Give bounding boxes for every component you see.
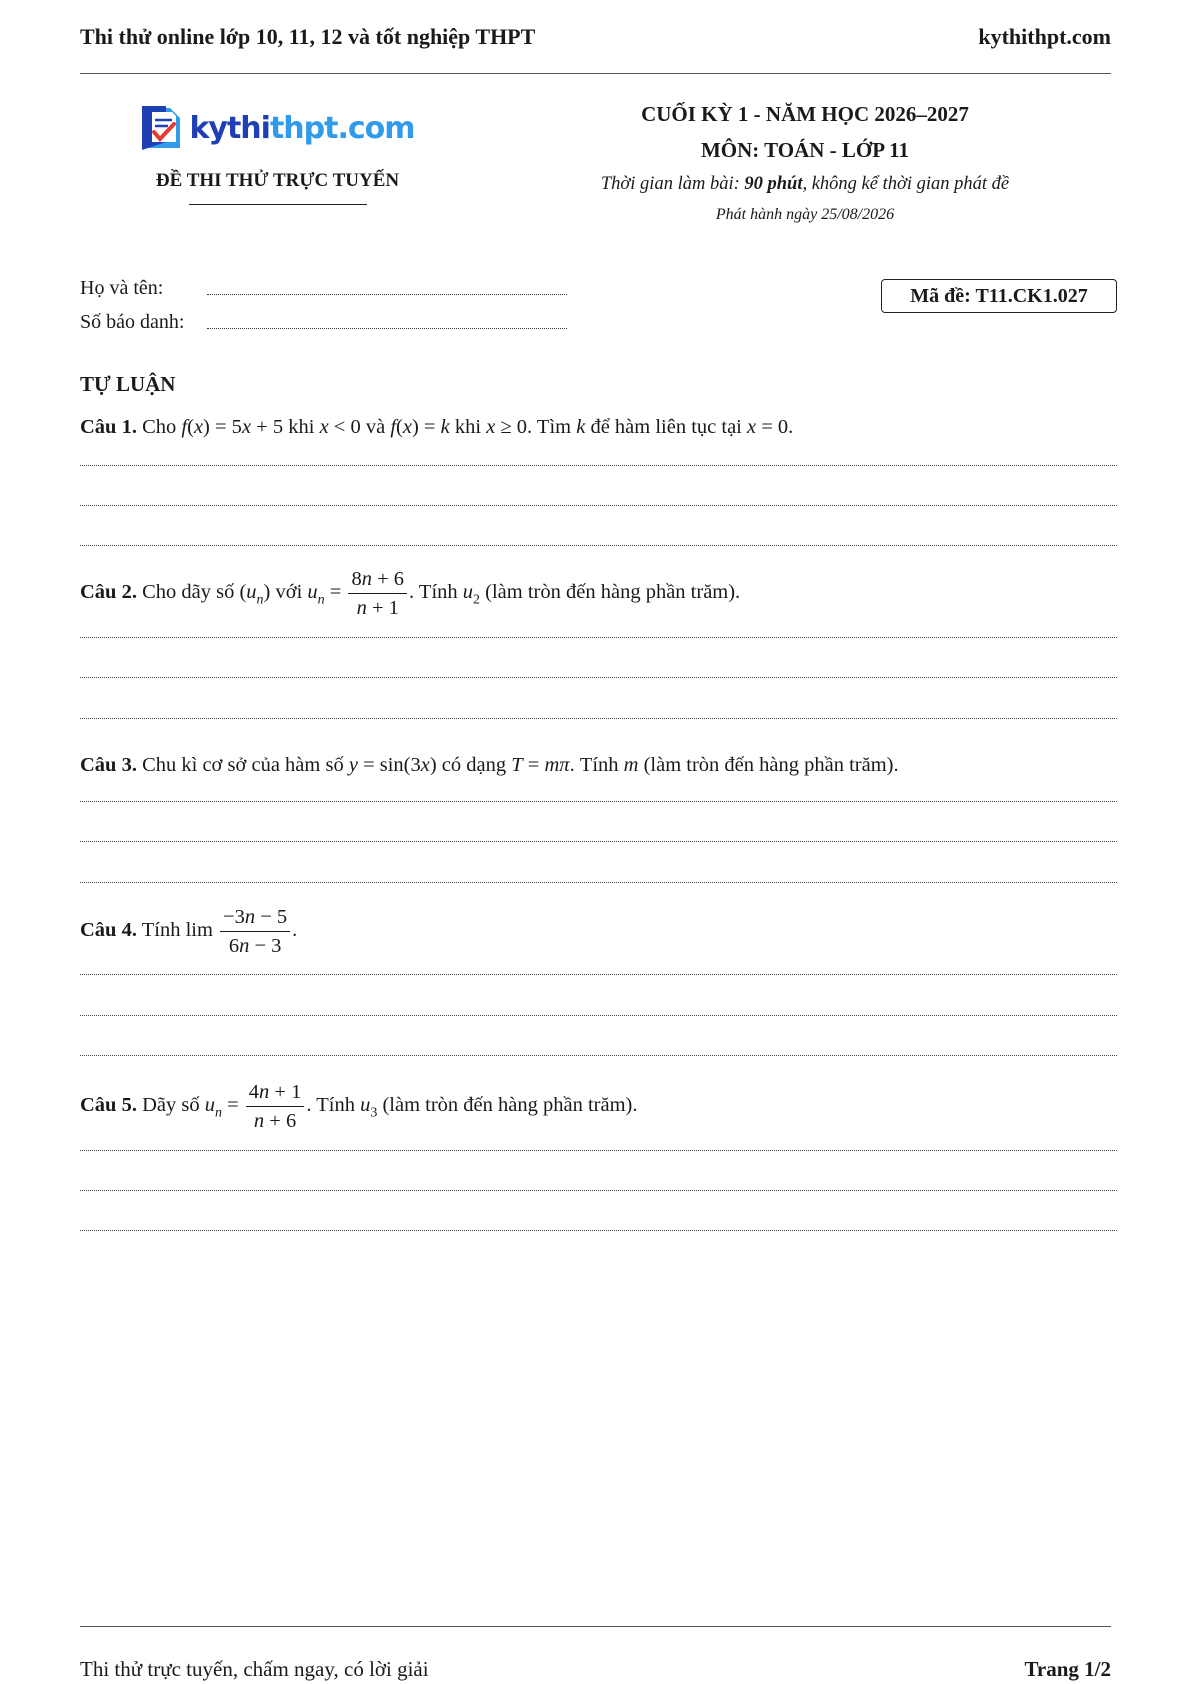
duration-value: 90 phút (744, 174, 803, 194)
id-label: Số báo danh: (80, 311, 185, 333)
name-label: Họ và tên: (80, 277, 164, 299)
id-field[interactable] (207, 328, 567, 329)
release-date: Phát hành ngày 25/08/2026 (715, 206, 895, 223)
duration-suffix: , không kể thời gian phát đề (802, 174, 1010, 194)
answer-line[interactable] (80, 637, 1117, 638)
question-label: Câu 5. (80, 1094, 137, 1117)
header-site-link[interactable]: kythithpt.com (978, 24, 1111, 49)
fraction: $\frac{-3n - 5}{6n - 3}$ (220, 903, 290, 960)
footer-slogan: Thi thử trực tuyến, chấm ngay, có lời giải (80, 1656, 429, 1681)
candidate-info (80, 266, 567, 334)
answer-line[interactable] (80, 465, 1117, 466)
answer-line[interactable] (80, 1015, 1117, 1016)
exam-duration (560, 168, 1050, 200)
answer-line[interactable] (80, 801, 1117, 802)
answer-line[interactable] (80, 841, 1117, 842)
id-row (80, 300, 567, 334)
answer-line[interactable] (80, 505, 1117, 506)
answer-line[interactable] (80, 1150, 1117, 1151)
question-label: Câu 3. (80, 754, 137, 776)
page-number: Trang 1/2 (1024, 1656, 1111, 1681)
section-title: TỰ LUẬN (80, 372, 176, 396)
running-footer (80, 1654, 1111, 1684)
question-5: Câu 5. Dãy số $u_n$ = $\frac{4n + 1}{n + 6}$ . Tính $u_3$ (làm tròn đến hàng phần trăm). (80, 1078, 1120, 1135)
answer-line[interactable] (80, 677, 1117, 678)
logo-text-part1: kythi (189, 110, 270, 146)
logo-checklist-icon (140, 102, 186, 154)
answer-line[interactable] (80, 882, 1117, 883)
exam-subject: MÔN: TOÁN - LỚP 11 (700, 138, 910, 162)
answer-line[interactable] (80, 545, 1117, 546)
running-header (80, 22, 1111, 52)
exam-code-badge: Mã đề: T11.CK1.027 (881, 279, 1117, 313)
name-row (80, 266, 567, 300)
site-logo[interactable] (100, 98, 455, 158)
fraction: $\frac{4n + 1}{n + 6}$ (246, 1078, 305, 1135)
question-3: Câu 3. Chu kì cơ sở của hàm số y = sin(3x) có dạng T = mπ. Tính m (làm tròn đến hàng phần trăm). (80, 754, 899, 776)
fraction: $\frac{8n + 6}{n + 1}$ (348, 565, 407, 622)
answer-line[interactable] (80, 974, 1117, 975)
answer-line[interactable] (80, 1230, 1117, 1231)
answer-line[interactable] (80, 1055, 1117, 1056)
answer-line[interactable] (80, 1190, 1117, 1191)
school-block (100, 98, 455, 205)
question-label: Câu 1. (80, 416, 137, 438)
question-4: Câu 4. Tính lim $\frac{-3n - 5}{6n - 3}$ . (80, 903, 1120, 960)
question-1: Câu 1. Cho f(x) = 5x + 5 khi x < 0 và f(x) = k khi x ≥ 0. Tìm k để hàm liên tục tại x = 0. (80, 416, 794, 438)
duration-prefix: Thời gian làm bài: (600, 174, 745, 194)
subtitle-underline (189, 204, 367, 205)
logo-text-part2: thpt.com (269, 110, 415, 146)
question-2: Câu 2. Cho dãy số $(u_n)$ với $u_n$ = $\frac{8n + 6}{n + 1}$ . Tính $u_2$ (làm tròn đến hàng phần trăm). (80, 565, 1120, 622)
exam-term: CUỐI KỲ 1 - NĂM HỌC 2026–2027 (641, 102, 969, 126)
header-rule (80, 73, 1111, 74)
question-label: Câu 4. (80, 919, 137, 942)
footer-rule (80, 1626, 1111, 1627)
exam-title-block (560, 96, 1050, 230)
name-field[interactable] (207, 294, 567, 295)
answer-line[interactable] (80, 718, 1117, 719)
exam-kind: ĐỀ THI THỬ TRỰC TUYẾN (155, 170, 400, 191)
header-left-text: Thi thử online lớp 10, 11, 12 và tốt nghiệp THPT (80, 24, 536, 49)
question-label: Câu 2. (80, 581, 137, 604)
